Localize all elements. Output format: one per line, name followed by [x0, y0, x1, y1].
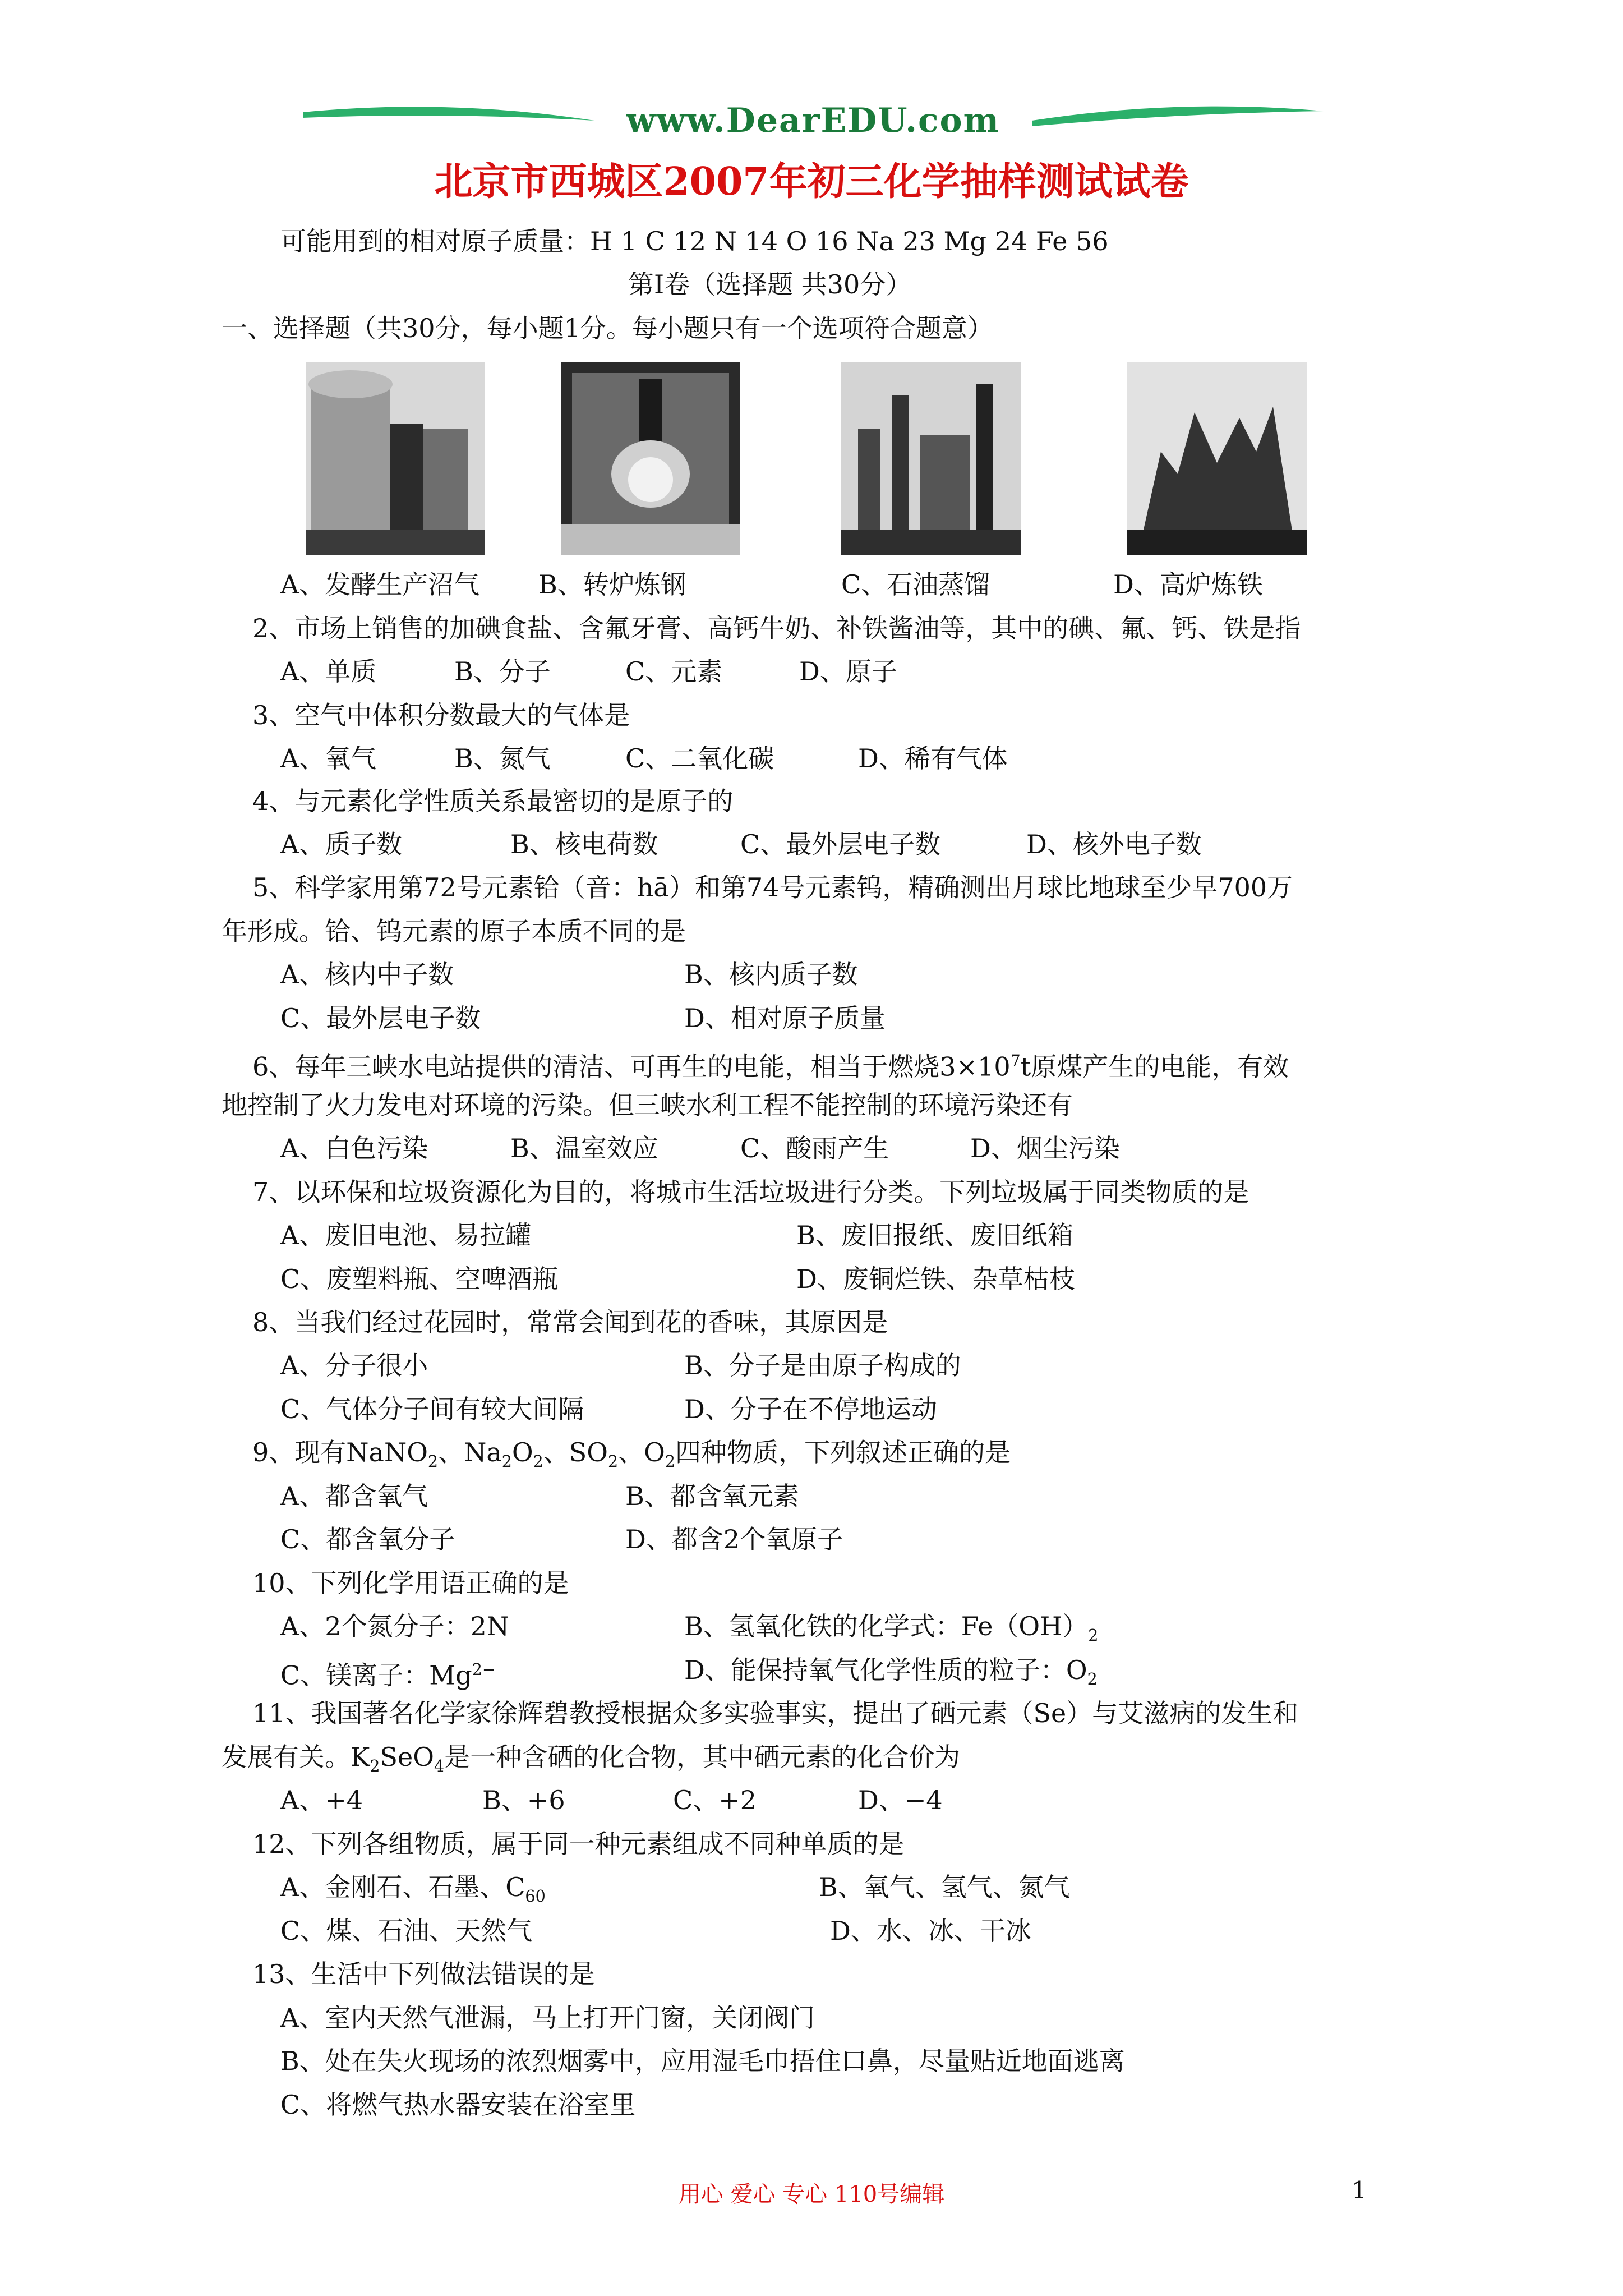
q6-stem-line1: [252, 1045, 1289, 1083]
q5-option-b[interactable]: B、核内质子数: [684, 959, 858, 990]
q7-option-a[interactable]: A、废旧电池、易拉罐: [280, 1220, 532, 1250]
q3-stem: 3、空气中体积分数最大的气体是: [252, 700, 630, 730]
q7-option-d[interactable]: D、废铜烂铁、杂草枯枝: [796, 1264, 1075, 1294]
q4-option-b[interactable]: B、核电荷数: [510, 829, 658, 859]
q10-option-d-text: D、能保持氧气化学性质的粒子：O: [684, 1655, 1087, 1685]
q11-option-a[interactable]: A、+4: [280, 1785, 363, 1815]
q1-option-d[interactable]: D、高炉炼铁: [1113, 569, 1263, 600]
footer-text: 用心 爱心 专心 110号编辑: [678, 2182, 945, 2207]
q11-stem-part: 发展有关。K: [222, 1742, 370, 1772]
q9-stem-part: 、SO: [543, 1437, 608, 1467]
q4-stem: 4、与元素化学性质关系最密切的是原子的: [252, 786, 734, 816]
q8-option-c[interactable]: C、气体分子间有较大间隔: [280, 1394, 584, 1424]
q2-option-c[interactable]: C、元素: [625, 656, 723, 687]
q10-option-b-text: B、氢氧化铁的化学式：Fe（OH）: [684, 1611, 1089, 1641]
q12-stem: 12、下列各组物质，属于同一种元素组成不同种单质的是: [252, 1829, 905, 1859]
q8-option-d[interactable]: D、分子在不停地运动: [684, 1394, 937, 1424]
q9-sub: 2: [501, 1452, 512, 1471]
q12-option-d[interactable]: D、水、冰、干冰: [830, 1916, 1031, 1946]
q13-stem: 13、生活中下列做法错误的是: [252, 1959, 595, 1989]
part1-heading: 一、选择题（共30分，每小题1分。每小题只有一个选项符合题意）: [222, 313, 993, 343]
q13-option-b[interactable]: B、处在失火现场的浓烈烟雾中，应用湿毛巾捂住口鼻，尽量贴近地面逃离: [280, 2046, 1125, 2076]
q4-option-c[interactable]: C、最外层电子数: [740, 829, 941, 859]
photo-biogas-fermentation: [306, 362, 485, 555]
section-heading: 第Ⅰ卷（选择题 共30分）: [628, 269, 912, 300]
q6-stem-part: t原煤产生的电能，有效: [1020, 1051, 1289, 1082]
q8-stem: 8、当我们经过花园时，常常会闻到花的香味，其原因是: [252, 1307, 888, 1337]
q9-stem-part: 、O: [618, 1437, 665, 1467]
q11-stem-line2: [222, 1740, 960, 1783]
q9-option-b[interactable]: B、都含氧元素: [625, 1481, 799, 1511]
photo-petroleum-distillation: [841, 362, 1021, 555]
q12-option-a-sub: 60: [525, 1887, 546, 1906]
q9-stem: [252, 1435, 1011, 1479]
q6-exponent: 7: [1010, 1052, 1021, 1070]
q5-option-c[interactable]: C、最外层电子数: [280, 1003, 481, 1033]
q10-option-c-sup: 2−: [472, 1660, 496, 1679]
q2-option-d[interactable]: D、原子: [799, 656, 897, 687]
q1-option-c[interactable]: C、石油蒸馏: [841, 569, 990, 600]
q10-option-c[interactable]: [280, 1653, 496, 1692]
banner-swoosh-right: [1032, 101, 1324, 140]
q9-stem-part: 9、现有NaNO: [252, 1437, 428, 1467]
q11-option-d[interactable]: D、−4: [858, 1785, 943, 1815]
q9-sub: 2: [665, 1452, 676, 1471]
banner-swoosh-left: [303, 101, 594, 140]
q9-stem-part: O: [511, 1437, 533, 1467]
q13-option-a[interactable]: A、室内天然气泄漏，马上打开门窗，关闭阀门: [280, 2003, 815, 2033]
q6-option-d[interactable]: D、烟尘污染: [970, 1133, 1120, 1163]
exam-title: 北京市西城区2007年初三化学抽样测试试卷: [434, 159, 1189, 204]
q10-option-b[interactable]: [684, 1609, 1098, 1653]
q3-option-c[interactable]: C、二氧化碳: [625, 743, 774, 774]
q12-option-c[interactable]: C、煤、石油、天然气: [280, 1916, 533, 1946]
q8-option-b[interactable]: B、分子是由原子构成的: [684, 1350, 961, 1381]
q11-sub: 4: [434, 1757, 445, 1776]
page-number: 1: [1352, 2177, 1367, 2204]
q6-stem-part: 6、每年三峡水电站提供的清洁、可再生的电能，相当于燃烧3×10: [252, 1051, 1011, 1082]
q10-option-a[interactable]: A、2个氮分子：2N: [280, 1611, 510, 1641]
q2-option-b[interactable]: B、分子: [454, 656, 551, 687]
q7-stem: 7、以环保和垃圾资源化为目的，将城市生活垃圾进行分类。下列垃圾属于同类物质的是: [252, 1177, 1249, 1207]
q12-option-a-text: A、金刚石、石墨、C: [280, 1872, 525, 1902]
q3-option-a[interactable]: A、氧气: [280, 743, 377, 774]
q11-stem-part: 是一种含硒的化合物，其中硒元素的化合价为: [444, 1742, 961, 1772]
q8-option-a[interactable]: A、分子很小: [280, 1350, 428, 1381]
q11-option-c[interactable]: C、+2: [673, 1785, 757, 1815]
q6-option-b[interactable]: B、温室效应: [510, 1133, 658, 1163]
q10-option-d-sub: 2: [1087, 1670, 1098, 1689]
q9-stem-part: 、Na: [438, 1437, 502, 1467]
q5-option-d[interactable]: D、相对原子质量: [684, 1003, 886, 1033]
q13-option-c[interactable]: C、将燃气热水器安装在浴室里: [280, 2090, 636, 2120]
q11-stem-part: SeO: [380, 1742, 434, 1772]
photo-blast-furnace: [1127, 362, 1307, 555]
q9-option-d[interactable]: D、都含2个氧原子: [625, 1524, 843, 1554]
q10-option-d[interactable]: [684, 1653, 1098, 1696]
q3-option-b[interactable]: B、氮气: [454, 743, 551, 774]
q2-stem: 2、市场上销售的加碘食盐、含氟牙膏、高钙牛奶、补铁酱油等，其中的碘、氟、钙、铁是指: [252, 613, 1301, 643]
q9-sub: 2: [533, 1452, 543, 1471]
q5-stem-line1: 5、科学家用第72号元素铪（音：hā）和第74号元素钨，精确测出月球比地球至少早700万: [252, 872, 1293, 903]
q6-stem-line2: 地控制了火力发电对环境的污染。但三峡水利工程不能控制的环境污染还有: [222, 1090, 1073, 1120]
site-banner: www.DearEDU.com: [626, 101, 1000, 140]
q11-stem-line1: 11、我国著名化学家徐辉碧教授根据众多实验事实，提出了硒元素（Se）与艾滋病的发生和: [252, 1698, 1299, 1728]
q3-option-d[interactable]: D、稀有气体: [858, 743, 1008, 774]
q12-option-a[interactable]: [280, 1870, 546, 1913]
q1-option-a[interactable]: A、发酵生产沼气: [280, 569, 480, 600]
q10-stem: 10、下列化学用语正确的是: [252, 1568, 569, 1598]
q4-option-d[interactable]: D、核外电子数: [1026, 829, 1202, 859]
q1-option-b[interactable]: B、转炉炼钢: [538, 569, 686, 600]
q4-option-a[interactable]: A、质子数: [280, 829, 403, 859]
q6-option-c[interactable]: C、酸雨产生: [740, 1133, 889, 1163]
q5-stem-line2: 年形成。铪、钨元素的原子本质不同的是: [222, 916, 686, 946]
atomic-masses: 可能用到的相对原子质量：H 1 C 12 N 14 O 16 Na 23 Mg 24 Fe 56: [280, 226, 1109, 256]
q5-option-a[interactable]: A、核内中子数: [280, 959, 454, 990]
q9-sub: 2: [608, 1452, 619, 1471]
q9-option-a[interactable]: A、都含氧气: [280, 1481, 428, 1511]
q2-option-a[interactable]: A、单质: [280, 656, 377, 687]
q10-option-b-sub: 2: [1088, 1626, 1099, 1645]
q9-stem-part: 四种物质，下列叙述正确的是: [675, 1437, 1011, 1467]
q9-option-c[interactable]: C、都含氧分子: [280, 1524, 455, 1554]
q6-option-a[interactable]: A、白色污染: [280, 1133, 428, 1163]
q12-option-b[interactable]: B、氧气、氢气、氮气: [819, 1872, 1070, 1902]
q11-sub: 2: [370, 1757, 380, 1776]
q7-option-b[interactable]: B、废旧报纸、废旧纸箱: [796, 1220, 1073, 1250]
q9-sub: 2: [427, 1452, 439, 1471]
q11-option-b[interactable]: B、+6: [482, 1785, 565, 1815]
q7-option-c[interactable]: C、废塑料瓶、空啤酒瓶: [280, 1264, 559, 1294]
photo-converter-steelmaking: [561, 362, 740, 555]
q10-option-c-text: C、镁离子：Mg: [280, 1660, 472, 1691]
